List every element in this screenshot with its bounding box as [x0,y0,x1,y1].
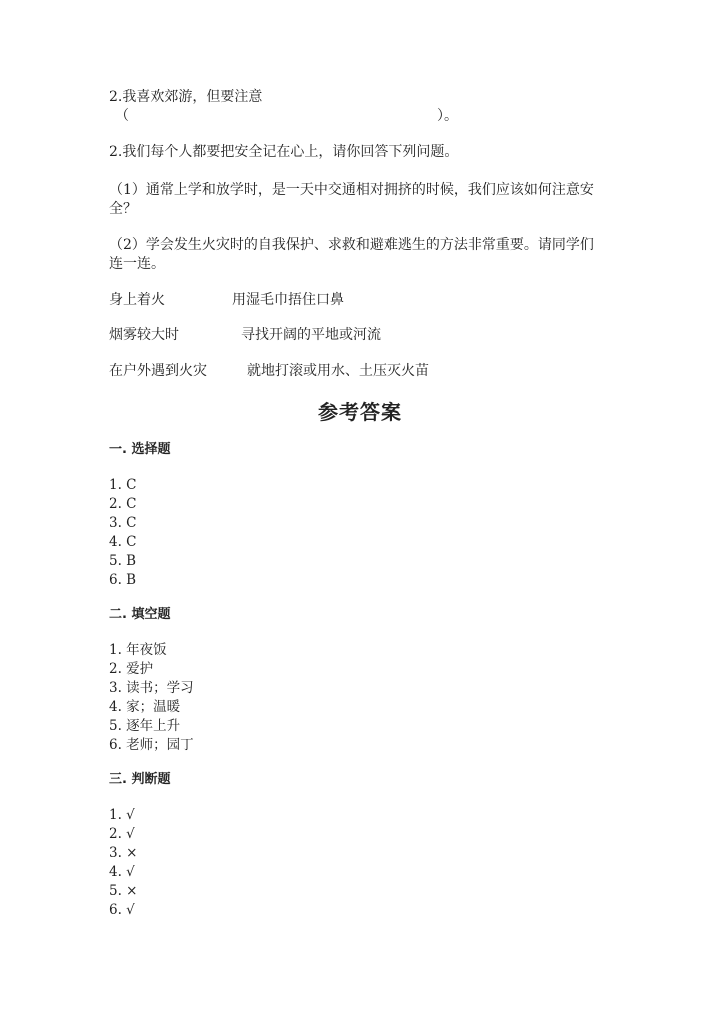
answer-item: 6. √ [109,902,135,918]
answer-item: 5. × [109,883,138,899]
answer-item: 4. C [109,534,137,550]
question-2a-text: 2.我喜欢郊游，但要注意 [109,89,263,105]
answer-item: 1. 年夜饭 [109,642,167,658]
answer-item: 2. C [109,496,137,512]
answer-item: 1. C [109,477,137,493]
answer-item: 2. 爱护 [109,661,154,677]
section-heading-fill: 二. 填空题 [109,607,171,622]
question-2b-1-line1: （1）通常上学和放学时，是一天中交通相对拥挤的时候，我们应该如何注意安 [109,182,594,198]
question-2b-2-line1: （2）学会发生火灾时的自我保护、求救和避难逃生的方法非常重要。请同学们 [109,237,594,253]
answer-item: 5. 逐年上升 [109,718,181,734]
answers-title: 参考答案 [318,400,402,424]
match-left-item: 在户外遇到火灾 [109,363,207,379]
answer-item: 5. B [109,553,137,569]
answer-item: 2. √ [109,826,135,842]
answer-item: 1. √ [109,807,135,823]
answer-item: 3. × [109,845,138,861]
question-2b-2-line2: 连一连。 [109,256,165,272]
question-2b-1-line2: 全？ [109,201,137,217]
blank-open-paren: （ [115,108,129,124]
section-heading-choice: 一. 选择题 [109,442,171,457]
match-right-item: 用湿毛巾捂住口鼻 [232,292,344,308]
match-left-item: 烟雾较大时 [109,327,179,343]
answer-item: 3. 读书；学习 [109,680,194,696]
answer-item: 4. 家；温暖 [109,699,181,715]
match-right-item: 就地打滚或用水、土压灭火苗 [247,363,429,379]
answer-item: 6. 老师；园丁 [109,737,194,753]
answer-item: 4. √ [109,864,135,880]
match-right-item: 寻找开阔的平地或河流 [241,327,381,343]
match-left-item: 身上着火 [109,292,165,308]
blank-close-paren: ）。 [437,108,458,124]
section-heading-judge: 三. 判断题 [109,772,171,787]
answer-item: 6. B [109,572,137,588]
question-2b-text: 2.我们每个人都要把安全记在心上，请你回答下列问题。 [109,144,459,160]
answer-item: 3. C [109,515,137,531]
